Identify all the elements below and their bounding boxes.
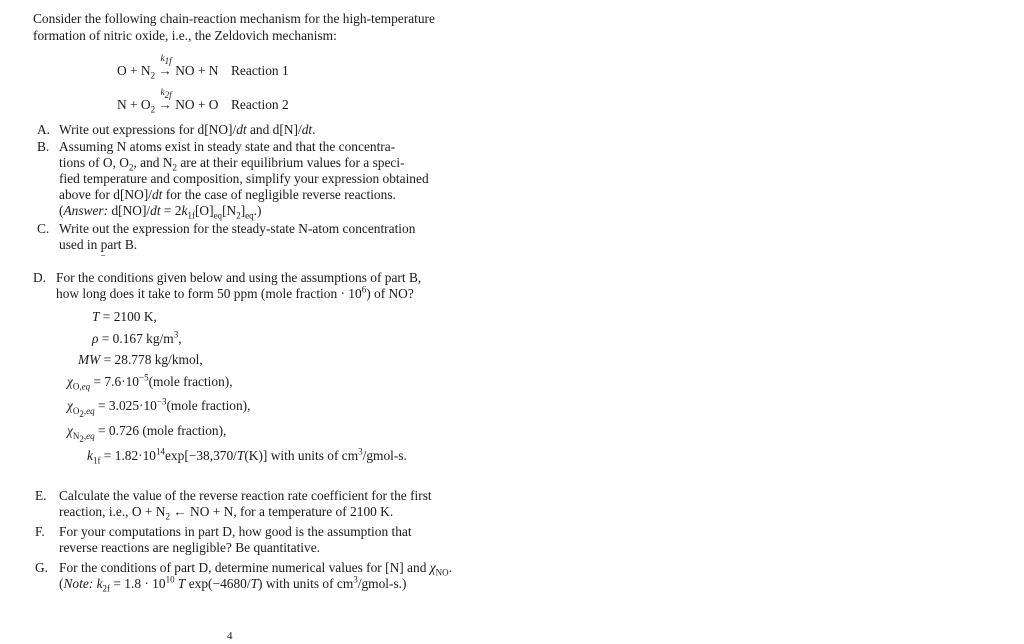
part-g-line-1: For the conditions of part D, determine numerical values for [N] and $\chi_{NO}$. (59, 560, 452, 578)
condition-chi-o2: $\chi_{O_2,eq}$ = $3.025\cdot 10^{-3}(mole$ fraction), (67, 396, 251, 419)
part-c-letter: C. (37, 221, 50, 236)
part-d-letter: D. (33, 270, 47, 285)
part-b-letter: B. (37, 139, 50, 154)
part-f-letter: F. (35, 524, 45, 539)
page-number: 4 (227, 630, 233, 642)
reaction-2-label: Reaction 2 (231, 97, 289, 112)
condition-chi-n2: $\chi_{N_2,eq} = 0.726$ (mole fraction), (67, 423, 227, 444)
part-a-letter: A. (37, 122, 51, 137)
intro-line-1: Consider the following chain-reaction mechanism for the high-temperature (33, 11, 435, 26)
condition-density: ρ = 0.167 $kg/m^3$, (92, 329, 182, 346)
part-f-line-1: For your computations in part D, how good is the assumption that (59, 524, 412, 539)
intro-line-2: formation of nitric oxide, i.e., the Zeldovich mechanism: (33, 28, 337, 43)
part-c-line-2: used in part B. (59, 237, 138, 252)
part-b-line-4: above for d[NO]/dt for the case of negligible reverse reactions. (59, 187, 396, 202)
part-g-note: (Note: $k_{2f} = 1.8 \cdot 10^{10}$ T exp(−4680/T) with units of $cm^3/gmol-s$.) (59, 574, 407, 594)
part-g-letter: G. (35, 560, 49, 575)
part-b-line-2: tions of O, $O_2$, and $N_2$ are at their equilibrium values for a speci- (59, 155, 405, 173)
reaction-1-arrow: $k_{1f}$ → (158, 54, 172, 78)
part-d-line-2: how long does it take to form 50 ppm (mole fraction · $10^6$) of NO? (56, 284, 414, 301)
reaction-2-arrow: $k_{2f}$ → (158, 88, 172, 112)
condition-temperature: T = 2100 K, (92, 309, 157, 324)
part-e-letter: E. (35, 488, 47, 503)
part-b-answer: (Answer: $d[NO]/dt = 2k_{1f}[O]_{eq}[N_2]_{eq}$.) (59, 203, 262, 221)
reaction-2-equation: $N + O_2$ $k_{2f}$ → NO + O (117, 88, 219, 115)
part-c-line-1: Write out the expression for the steady-state N-atom concentration (59, 221, 416, 236)
condition-k1f: $k_{1f} = 1.82\cdot 10^{14}\exp[-38,370/T(K)]$ with units of $cm^3/gmol-s$. (87, 446, 407, 466)
part-e-line-1: Calculate the value of the reverse reaction rate coefficient for the first (59, 488, 432, 503)
part-e-line-2: reaction, i.e., $O + N_2$ ← NO + N, for a temperature of 2100 K. (59, 504, 394, 522)
part-f-line-2: reverse reactions are negligible? Be quantitative. (59, 540, 320, 555)
stray-mark (101, 255, 105, 256)
part-d-line-1: For the conditions given below and using the assumptions of part B, (56, 270, 422, 285)
condition-chi-o: $\chi_{O,eq}$ = $7.6\cdot 10^{-5}(mole$ fraction), (67, 372, 233, 392)
reaction-1-equation: $O + N_2$ $k_{1f}$ → NO + N (117, 54, 219, 81)
part-a-text: Write out expressions for d[NO]/dt and d[N]/dt. (59, 122, 316, 137)
part-b-line-1: Assuming N atoms exist in steady state and that the concentra- (59, 139, 396, 154)
condition-molecular-weight: MW = 28.778 kg/kmol, (78, 352, 203, 367)
reaction-1-label: Reaction 1 (231, 63, 289, 78)
part-b-line-3: fied temperature and composition, simplify your expression obtained (59, 171, 429, 186)
